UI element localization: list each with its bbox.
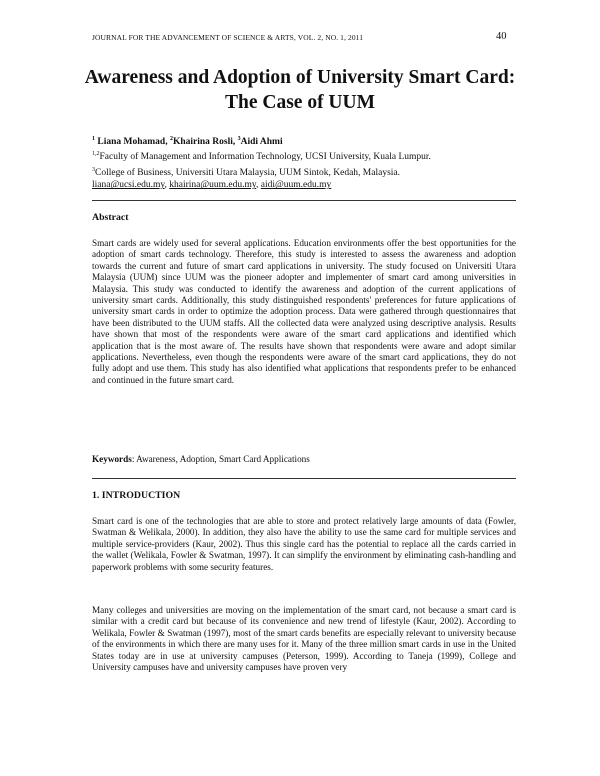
email-link-2[interactable]: khairina@uum.edu.my — [169, 180, 257, 191]
keywords-label: Keywords — [92, 454, 132, 464]
affiliation-2 — [92, 164, 522, 179]
affiliation-1-sup: 1,2 — [92, 151, 100, 158]
abstract-top-rule — [92, 200, 516, 201]
running-header: JOURNAL FOR THE ADVANCEMENT OF SCIENCE & ARTS, VOL. 2, NO. 1, 2011 — [92, 33, 364, 42]
author-2-sup: 2 — [169, 136, 173, 142]
intro-top-rule — [92, 478, 516, 479]
page-number: 40 — [496, 31, 507, 42]
affiliation-2-text: College of Business, Universiti Utara Malaysia, UUM Sintok, Kedah, Malaysia. — [95, 168, 401, 179]
introduction-heading: 1. INTRODUCTION — [92, 490, 181, 501]
abstract-text: Smart cards are widely used for several applications. Education environments offer the best opportunities for the adoption of smart cards technology. Therefore, this study is interested to assess the awareness and adoption towards the current and future of smart card applications in university. The study focused on Universiti Utara Malaysia (UUM) since UUM was the pioneer adopter and implementer of smart card among universities in Malaysia. This study was conducted to identify the awareness and adoption of the current applications of university smart cards. Additionally, this study distinguished respondents' preferences for future applications of university smart cards in order to optimize the adoption process. Data were gathered through questionnaires that have been distributed to the UUM staffs. All the collected data were analyzed using descriptive analysis. Results have shown that most of the respondents were aware of the smart card applications and identified which application that is the most aware of. The results have shown that respondents were aware and adopt similar applications. Nevertheless, even though the respondents were aware of the smart card applications, they do not fully adopt and use them. This study has also identified what applications that respondents prefer to be enhanced and continued in the future smart card. — [92, 238, 516, 385]
author-2-name: Khairina Rosli, — [172, 137, 236, 148]
affiliation-1-text: Faculty of Management and Information Technology, UCSI University, Kuala Lumpur. — [99, 152, 431, 163]
affiliation-2-sup: 3 — [92, 166, 95, 173]
keywords-text: : Awareness, Adoption, Smart Card Applications — [131, 454, 310, 464]
intro-paragraph-2: Many colleges and universities are moving on the implementation of the smart card, not because a smart card is similar with a credit card but because of its convenience and new trend of lifestyle (Kaur, 2002). According to Welikala, Fowler & Swatman (1997), most of the smart cards benefits are especially relevant to university because of the environments in which there are many uses for it. Many of the three million smart cards in use in the United States today are in use at university campuses (Peterson, 1999). According to Taneja (1999), College and University campuses have and university campuses have proven very — [92, 605, 516, 673]
author-block — [92, 133, 522, 192]
affiliation-1 — [92, 148, 522, 163]
author-3-name: Aidi Ahmi — [240, 137, 283, 148]
author-3-sup: 3 — [237, 136, 241, 142]
abstract-heading: Abstract — [92, 212, 129, 223]
email-link-3[interactable]: aidi@uum.edu.my — [260, 180, 332, 191]
intro-paragraph-1: Smart card is one of the technologies that are able to store and protect relatively large amounts of data (Fowler, Swatman & Welikala, 2000). In addition, they also have the ability to use the same card for multiple services and multiple service-providers (Kaur, 2002). Thus this single card has the potential to replace all the cards carried in the wallet (Welikala, Fowler & Swatman, 1997). It can simplify the environment by eliminating cash-handling and paperwork problems with some security features. — [92, 516, 516, 572]
author-names — [92, 133, 522, 148]
keywords-line — [92, 454, 310, 464]
email-link-1[interactable]: liana@ucsi.edu.my — [92, 180, 165, 191]
author-1-name: Liana Mohamad, — [97, 137, 168, 148]
paper-title: Awareness and Adoption of University Smart Card: The Case of UUM — [84, 67, 516, 113]
author-emails: liana@ucsi.edu.my, khairina@uum.edu.my, aidi@uum.edu.my — [92, 180, 332, 191]
author-1-sup: 1 — [92, 136, 95, 142]
